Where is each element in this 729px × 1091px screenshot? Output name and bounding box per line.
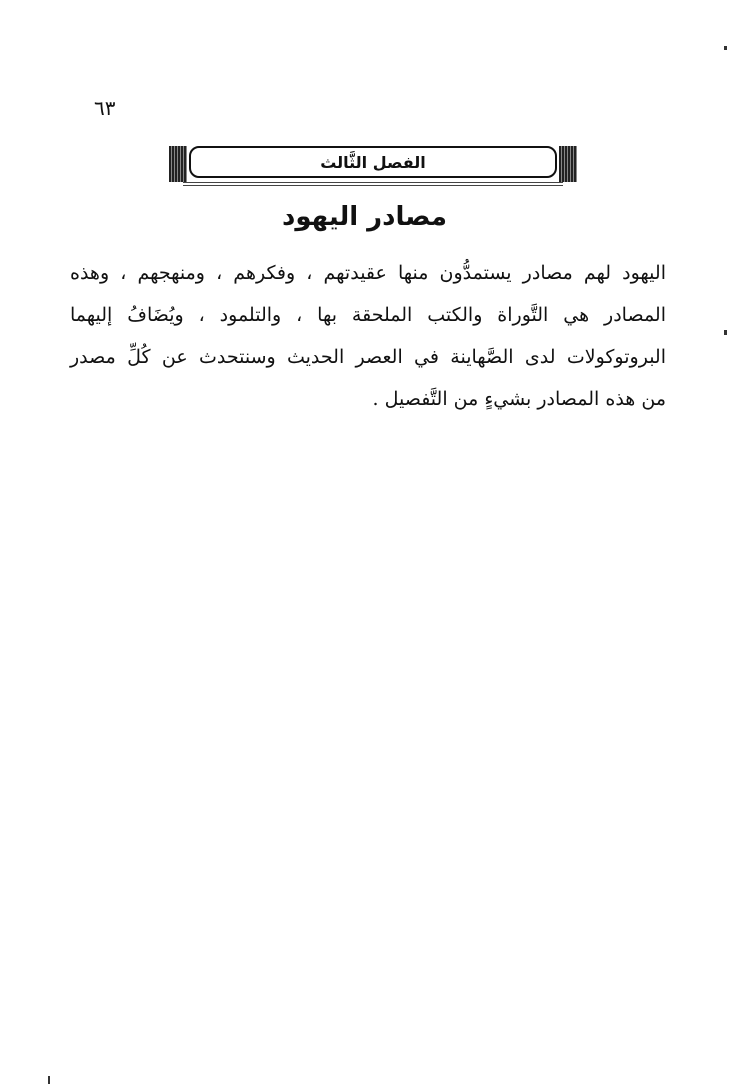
chapter-banner xyxy=(169,144,577,184)
body-line: اليهود لهم مصادر يستمدُّون منها عقيدتهم ، وفكرهم ، ومنهجهم ، وهذه xyxy=(70,262,666,284)
chapter-label-box xyxy=(189,146,557,178)
page-number: ٦٣ xyxy=(94,96,116,120)
scan-mark-top-right xyxy=(724,46,727,50)
chapter-label: الفصل الثَّالث xyxy=(320,152,426,172)
body-paragraph xyxy=(70,252,666,420)
body-line: البروتوكولات لدى الصَّهاينة في العصر الحديث وسنتحدث عن كُلِّ مصدر xyxy=(70,346,666,368)
body-line: من هذه المصادر بشيءٍ من التَّفصيل . xyxy=(372,388,666,410)
body-line: المصادر هي التَّوراة والكتب الملحقة بها ، والتلمود ، ويُضَافُ إليهما xyxy=(70,304,666,326)
scan-mark-bottom-left xyxy=(48,1076,50,1084)
scan-mark-mid-right xyxy=(724,330,727,335)
banner-frame xyxy=(183,144,563,186)
section-title: مصادر اليهود xyxy=(282,202,447,232)
